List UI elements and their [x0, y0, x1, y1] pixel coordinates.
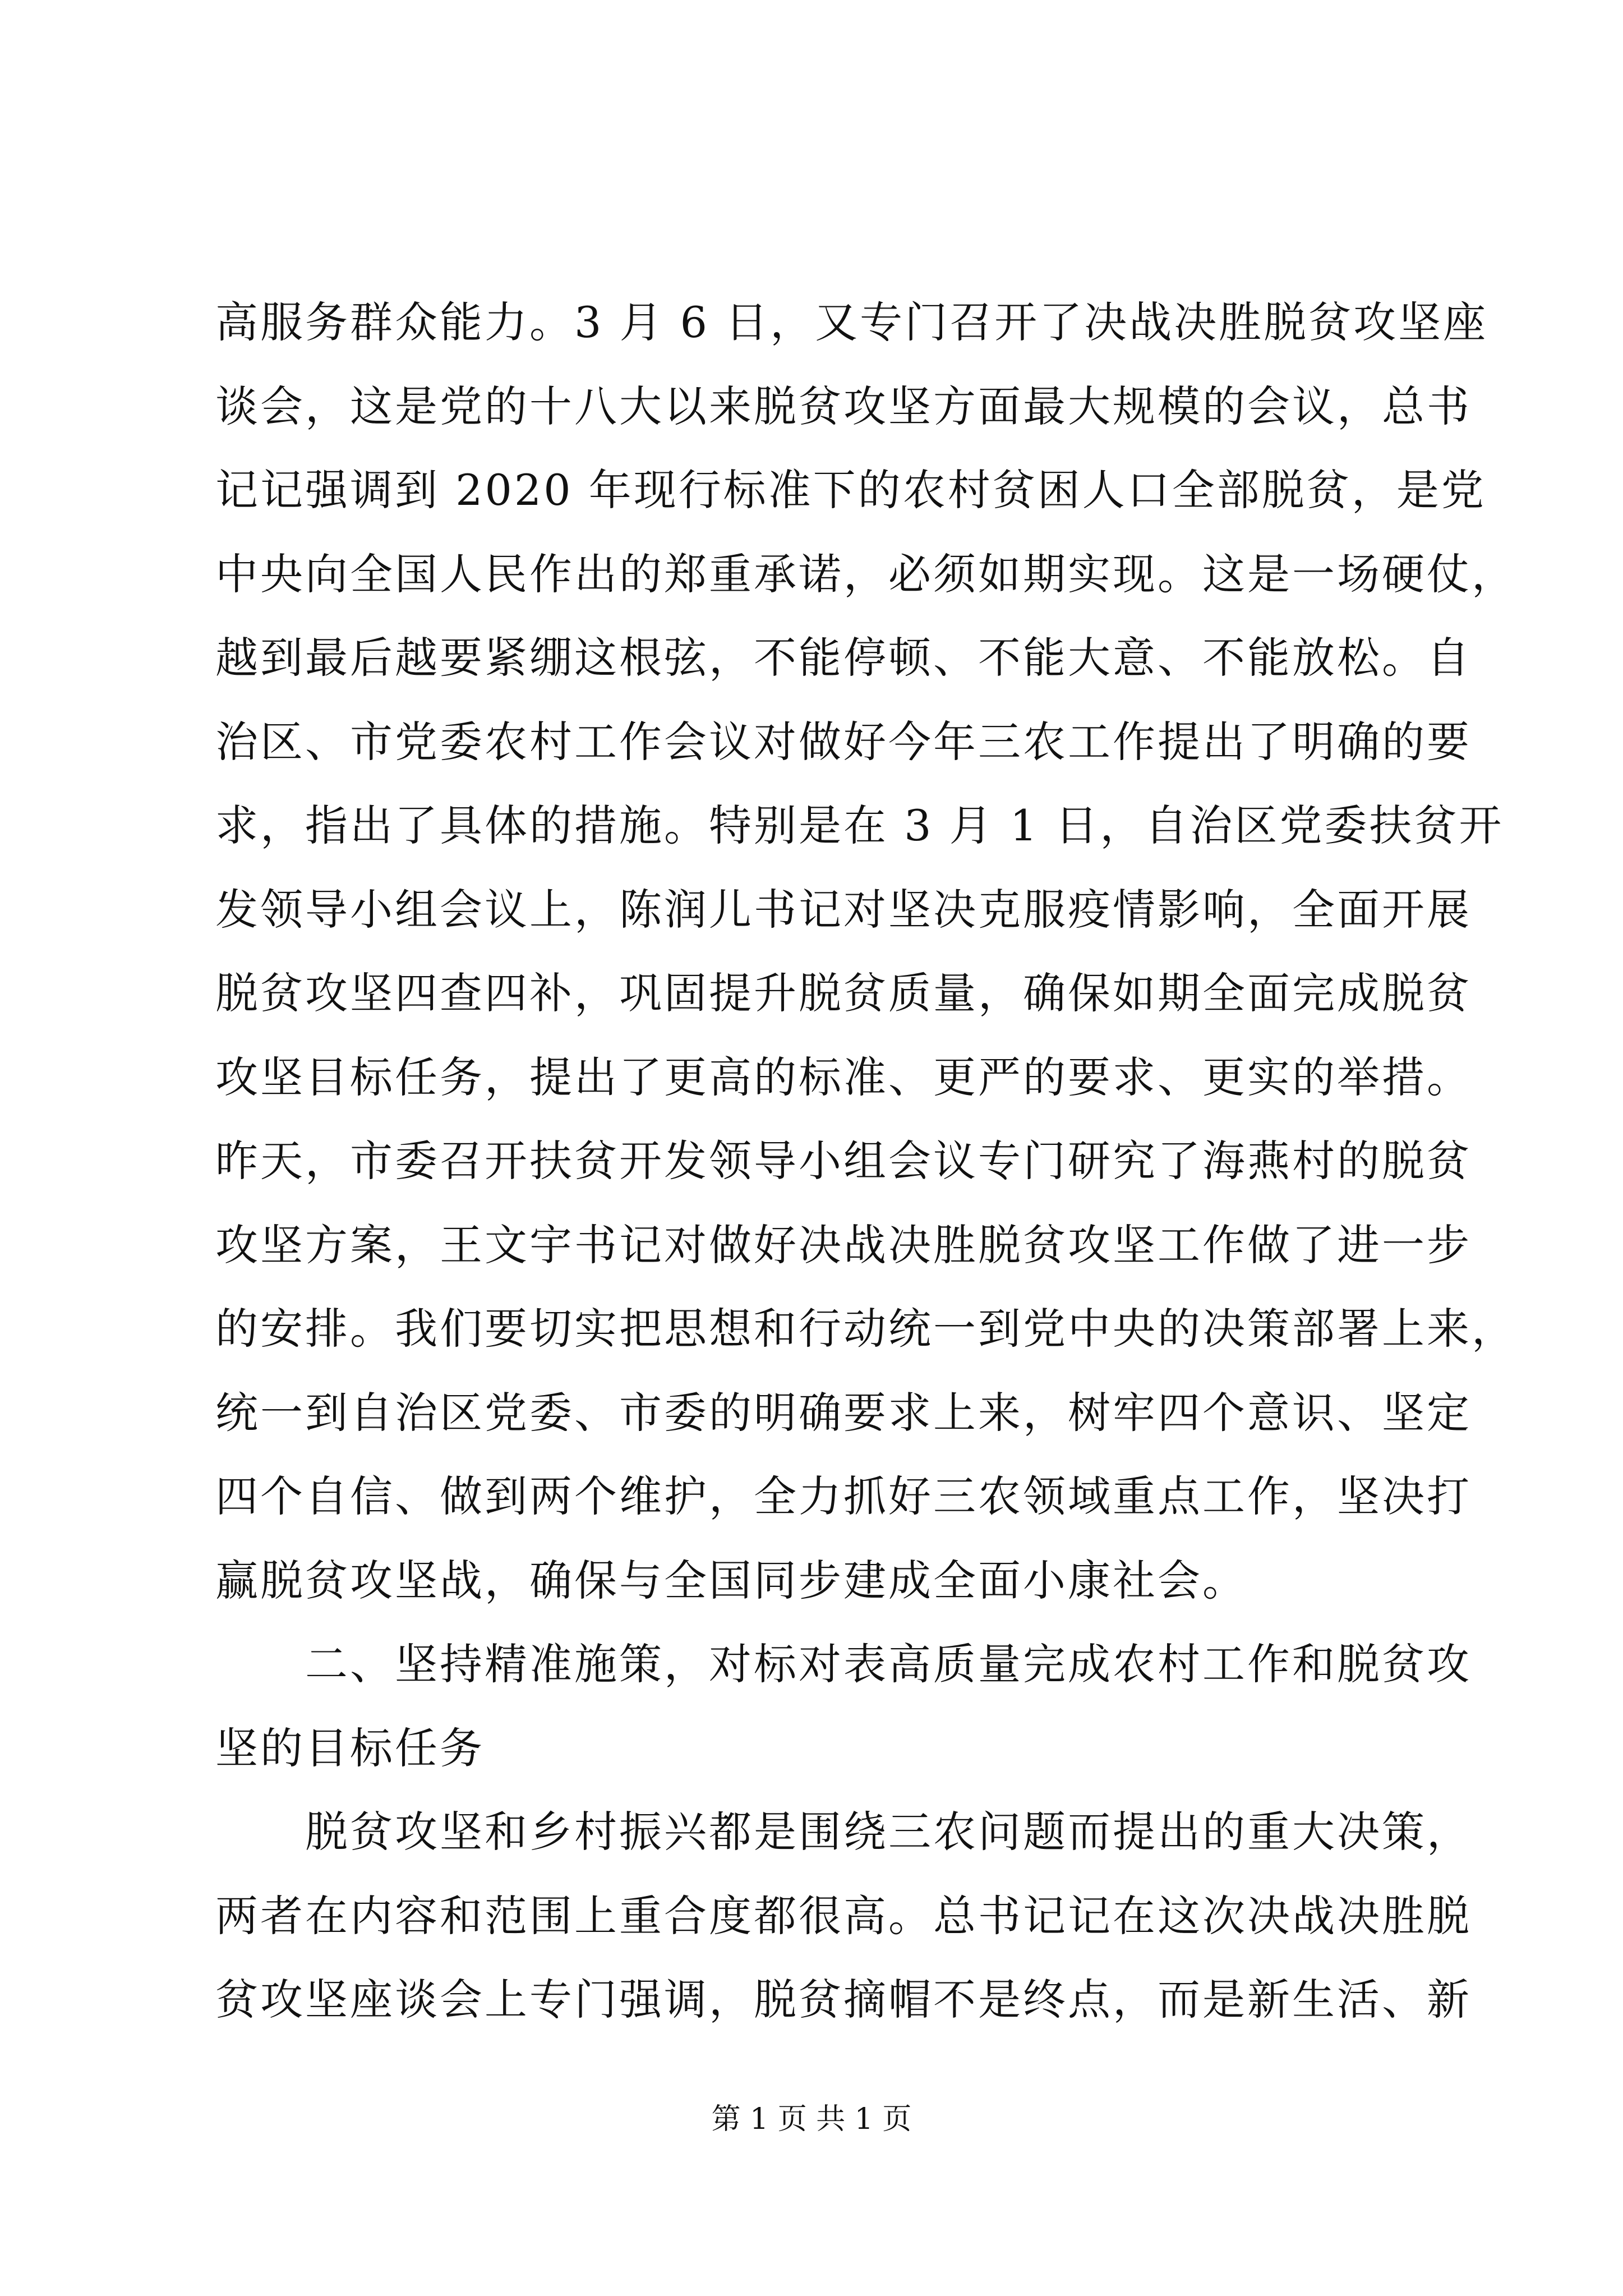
page-footer: 第 1 页 共 1 页 — [711, 2102, 912, 2136]
body-text-line: 赢脱贫攻坚战，确保与全国同步建成全面小康社会。 — [215, 1556, 1247, 1605]
body-text-line: 的安排。我们要切实把思想和行动统一到党中央的决策部署上来， — [215, 1304, 1516, 1354]
body-text-line: 统一到自治区党委、市委的明确要求上来，树牢四个意识、坚定 — [215, 1388, 1472, 1438]
body-text-line: 两者在内容和范围上重合度都很高。总书记记在这次决战决胜脱 — [215, 1891, 1472, 1941]
body-text-line: 求，指出了具体的措施。特别是在 3 月 1 日，自治区党委扶贫开 — [215, 800, 1504, 850]
body-text-line: 攻坚方案，王文宇书记对做好决战决胜脱贫攻坚工作做了进一步 — [215, 1220, 1472, 1270]
body-text-line: 记记强调到 2020 年现行标准下的农村贫困人口全部脱贫，是党 — [215, 465, 1486, 515]
body-text-line: 治区、市党委农村工作会议对做好今年三农工作提出了明确的要 — [215, 717, 1472, 767]
body-text-line: 越到最后越要紧绷这根弦，不能停顿、不能大意、不能放松。自 — [215, 633, 1472, 683]
body-text-line: 中央向全国人民作出的郑重承诺，必须如期实现。这是一场硬仗， — [215, 549, 1516, 599]
body-text-line: 脱贫攻坚和乡村振兴都是围绕三农问题而提出的重大决策， — [215, 1807, 1472, 1857]
body-text-line: 攻坚目标任务，提出了更高的标准、更严的要求、更实的举措。 — [215, 1052, 1472, 1102]
body-text-line: 脱贫攻坚四查四补，巩固提升脱贫质量，确保如期全面完成脱贫 — [215, 968, 1472, 1018]
section-heading-line: 二、坚持精准施策，对标对表高质量完成农村工作和脱贫攻 — [215, 1639, 1472, 1689]
body-text-line: 发领导小组会议上，陈润儿书记对坚决克服疫情影响，全面开展 — [215, 885, 1472, 935]
body-text-line: 谈会，这是党的十八大以来脱贫攻坚方面最大规模的会议，总书 — [215, 381, 1472, 431]
body-text-line: 贫攻坚座谈会上专门强调，脱贫摘帽不是终点，而是新生活、新 — [215, 1975, 1472, 2024]
body-text-line: 高服务群众能力。3 月 6 日，又专门召开了决战决胜脱贫攻坚座 — [215, 297, 1488, 347]
body-text-line: 四个自信、做到两个维护，全力抓好三农领域重点工作，坚决打 — [215, 1471, 1472, 1521]
body-text-line: 昨天，市委召开扶贫开发领导小组会议专门研究了海燕村的脱贫 — [215, 1136, 1472, 1186]
section-heading-line: 坚的目标任务 — [215, 1723, 485, 1773]
